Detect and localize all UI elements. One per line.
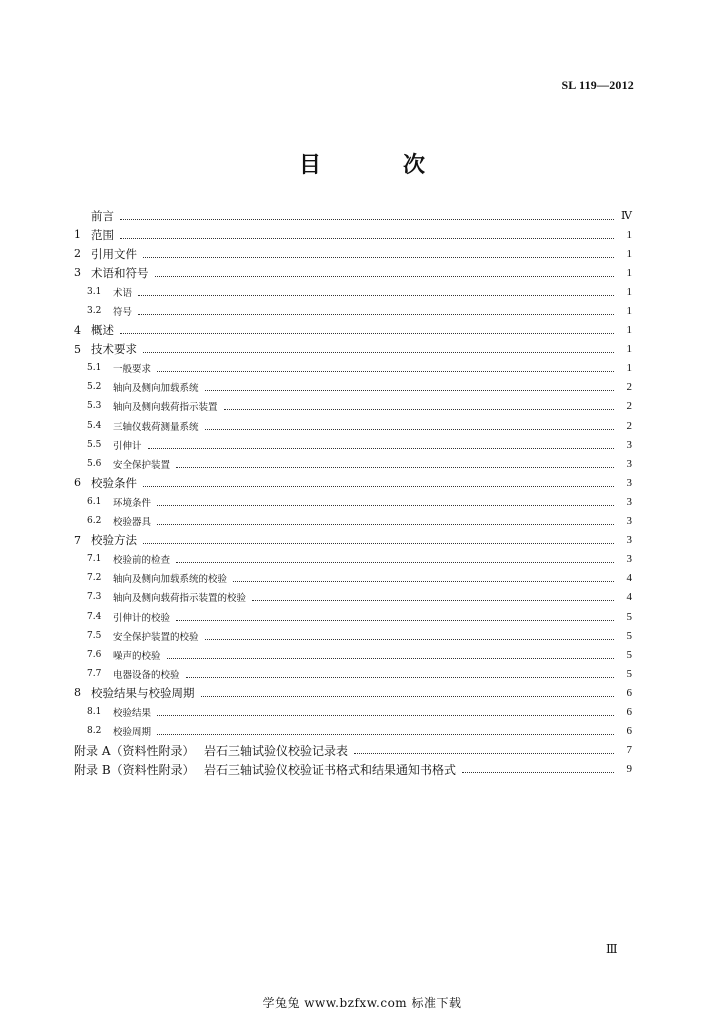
toc-title: 轴向及侧向载荷指示装置 <box>113 402 218 414</box>
toc-page-number: 2 <box>626 381 632 394</box>
page-title: 目 次 <box>298 152 455 178</box>
toc-page-number: 5 <box>626 629 632 642</box>
toc-dot-leader <box>201 685 615 697</box>
toc-section-number: 7 <box>74 533 81 547</box>
toc-entry[interactable] <box>74 301 632 320</box>
toc-section-number: 5.4 <box>87 420 102 431</box>
page-number: Ⅲ <box>606 942 618 956</box>
toc-title: 岩石三轴试验仪校验证书格式和结果通知书格式 <box>204 762 457 777</box>
toc-section-number: 2 <box>74 247 81 261</box>
toc-title: 轴向及侧向载荷指示装置的校验 <box>113 593 247 605</box>
toc-entry[interactable] <box>74 473 632 492</box>
toc-entry[interactable] <box>74 435 632 454</box>
toc-page-number: 3 <box>626 553 632 566</box>
toc-section-number: 1 <box>74 228 81 242</box>
toc-section-number: 7.1 <box>87 554 102 565</box>
toc-dot-leader <box>157 494 614 506</box>
toc-entry[interactable] <box>74 664 632 683</box>
toc-page-number: 2 <box>626 400 632 413</box>
toc-section-number: 3.2 <box>87 306 102 317</box>
toc-page-number: 1 <box>626 285 632 298</box>
toc-page-number: 1 <box>626 266 632 279</box>
toc-page-number: Ⅳ <box>621 210 632 223</box>
toc-entry[interactable] <box>74 340 632 359</box>
toc-section-number: 5.3 <box>87 401 102 412</box>
toc-dot-leader <box>252 589 614 601</box>
toc-dot-leader <box>224 398 614 410</box>
toc-title: 一般要求 <box>113 364 152 376</box>
toc-page-number: 3 <box>626 476 632 489</box>
toc-entry[interactable] <box>74 607 632 626</box>
toc-dot-leader <box>205 418 614 430</box>
toc-title: 安全保护装置的校验 <box>113 631 199 643</box>
toc-entry[interactable] <box>74 263 632 282</box>
toc-page-number: 3 <box>626 515 632 528</box>
toc-page-number: 6 <box>626 725 632 738</box>
toc-dot-leader <box>462 761 614 773</box>
toc-page-number: 1 <box>626 324 632 337</box>
toc-title: 校验前的检查 <box>113 555 171 567</box>
toc-section-number: 3.1 <box>87 286 102 297</box>
toc-title: 范围 <box>91 227 114 242</box>
toc-title: 环境条件 <box>113 497 152 509</box>
toc-entry[interactable] <box>74 531 632 550</box>
toc-entry[interactable] <box>74 645 632 664</box>
toc-section-number: 4 <box>74 323 81 337</box>
toc-dot-leader <box>157 723 614 735</box>
toc-entry[interactable] <box>74 206 632 225</box>
toc-dot-leader <box>138 303 614 315</box>
toc-title: 符号 <box>113 307 133 319</box>
toc-page-number: 3 <box>626 457 632 470</box>
toc-title: 噪声的校验 <box>113 650 161 662</box>
toc-dot-leader <box>143 341 614 353</box>
toc-section-number: 3 <box>74 266 81 280</box>
toc-dot-leader <box>186 666 614 678</box>
toc-dot-leader <box>205 628 614 640</box>
toc-entry[interactable] <box>74 741 632 760</box>
toc-page-number: 3 <box>626 495 632 508</box>
toc-section-number: 8 <box>74 686 81 700</box>
toc-page-number: 4 <box>626 572 632 585</box>
toc-entry[interactable] <box>74 282 632 301</box>
toc-title: 岩石三轴试验仪校验记录表 <box>204 743 349 758</box>
toc-dot-leader <box>176 551 614 563</box>
toc-entry[interactable] <box>74 550 632 569</box>
toc-entry[interactable] <box>74 416 632 435</box>
toc-entry[interactable] <box>74 492 632 511</box>
toc-title: 轴向及侧向加载系统的校验 <box>113 574 228 586</box>
toc-page-number: 1 <box>626 247 632 260</box>
toc-page-number: 1 <box>626 228 632 241</box>
toc-entry[interactable] <box>74 397 632 416</box>
toc-title: 概述 <box>91 323 114 338</box>
toc-page-number: 1 <box>626 343 632 356</box>
toc-title: 校验方法 <box>91 533 137 548</box>
toc-title: 引伸计 <box>113 440 142 452</box>
toc-dot-leader <box>155 265 615 277</box>
toc-section-number: 8.1 <box>87 706 102 717</box>
toc-section-number: 8.2 <box>87 726 102 737</box>
table-of-contents <box>74 206 632 779</box>
toc-dot-leader <box>176 609 614 621</box>
toc-dot-leader <box>148 437 614 449</box>
toc-entry[interactable] <box>74 683 632 702</box>
toc-title: 前言 <box>91 208 114 223</box>
toc-entry[interactable] <box>74 244 632 263</box>
toc-title: 校验器具 <box>113 517 152 529</box>
toc-page-number: 6 <box>626 705 632 718</box>
toc-dot-leader <box>157 513 614 525</box>
toc-dot-leader <box>205 379 614 391</box>
toc-page-number: 9 <box>626 763 632 776</box>
toc-page-number: 6 <box>626 686 632 699</box>
toc-appendix-label: 附录 B（资料性附录） <box>74 762 195 777</box>
toc-title: 校验周期 <box>113 727 152 739</box>
toc-dot-leader <box>354 742 614 754</box>
toc-entry[interactable] <box>74 702 632 721</box>
toc-page-number: 7 <box>626 744 632 757</box>
toc-dot-leader <box>176 456 614 468</box>
toc-title: 技术要求 <box>91 342 137 357</box>
toc-dot-leader <box>157 360 614 372</box>
toc-title: 引用文件 <box>91 246 137 261</box>
toc-title: 术语 <box>113 287 133 299</box>
toc-section-number: 6.2 <box>87 516 102 527</box>
toc-entry[interactable] <box>74 760 632 779</box>
toc-appendix-label: 附录 A（资料性附录） <box>74 743 195 758</box>
toc-section-number: 7.5 <box>87 630 102 641</box>
toc-section-number: 7.7 <box>87 668 102 679</box>
toc-entry[interactable] <box>74 512 632 531</box>
toc-dot-leader <box>138 284 614 296</box>
toc-section-number: 6.1 <box>87 496 102 507</box>
toc-entry[interactable] <box>74 454 632 473</box>
toc-section-number: 7.6 <box>87 649 102 660</box>
toc-page-number: 1 <box>626 305 632 318</box>
toc-entry[interactable] <box>74 225 632 244</box>
toc-title: 安全保护装置 <box>113 459 171 471</box>
toc-title: 校验条件 <box>91 475 137 490</box>
toc-entry[interactable] <box>74 359 632 378</box>
toc-entry[interactable] <box>74 722 632 741</box>
toc-title: 引伸计的校验 <box>113 612 171 624</box>
toc-page-number: 2 <box>626 419 632 432</box>
toc-page-number: 5 <box>626 610 632 623</box>
toc-section-number: 5.2 <box>87 382 102 393</box>
toc-dot-leader <box>233 570 614 582</box>
toc-title: 术语和符号 <box>91 265 149 280</box>
toc-title: 三轴仪载荷测量系统 <box>113 421 199 433</box>
toc-page-number: 5 <box>626 648 632 661</box>
toc-section-number: 5 <box>74 342 81 356</box>
toc-title: 校验结果 <box>113 707 152 719</box>
toc-dot-leader <box>120 227 614 239</box>
toc-section-number: 7.2 <box>87 573 102 584</box>
toc-page-number: 3 <box>626 438 632 451</box>
toc-entry[interactable] <box>74 569 632 588</box>
toc-entry[interactable] <box>74 588 632 607</box>
toc-section-number: 5.1 <box>87 363 102 374</box>
toc-section-number: 5.6 <box>87 458 102 469</box>
toc-section-number: 7.3 <box>87 592 102 603</box>
toc-section-number: 5.5 <box>87 439 102 450</box>
toc-dot-leader <box>120 208 614 220</box>
toc-section-number: 6 <box>74 476 81 490</box>
toc-dot-leader <box>167 647 614 659</box>
toc-title: 校验结果与校验周期 <box>91 685 195 700</box>
toc-entry[interactable] <box>74 626 632 645</box>
toc-page-number: 3 <box>626 534 632 547</box>
toc-dot-leader <box>143 475 614 487</box>
toc-dot-leader <box>143 246 614 258</box>
toc-dot-leader <box>120 322 614 334</box>
toc-title: 轴向及侧向加载系统 <box>113 383 199 395</box>
toc-dot-leader <box>143 532 614 544</box>
toc-entry[interactable] <box>74 321 632 340</box>
toc-entry[interactable] <box>74 378 632 397</box>
toc-page-number: 4 <box>626 591 632 604</box>
footer-watermark: 学兔兔 www.bzfxw.com 标准下载 <box>262 996 462 1010</box>
toc-page-number: 1 <box>626 362 632 375</box>
toc-dot-leader <box>157 704 614 716</box>
toc-page-number: 5 <box>626 667 632 680</box>
standard-code: SL 119—2012 <box>561 78 634 92</box>
toc-section-number: 7.4 <box>87 611 102 622</box>
toc-title: 电器设备的校验 <box>113 669 180 681</box>
